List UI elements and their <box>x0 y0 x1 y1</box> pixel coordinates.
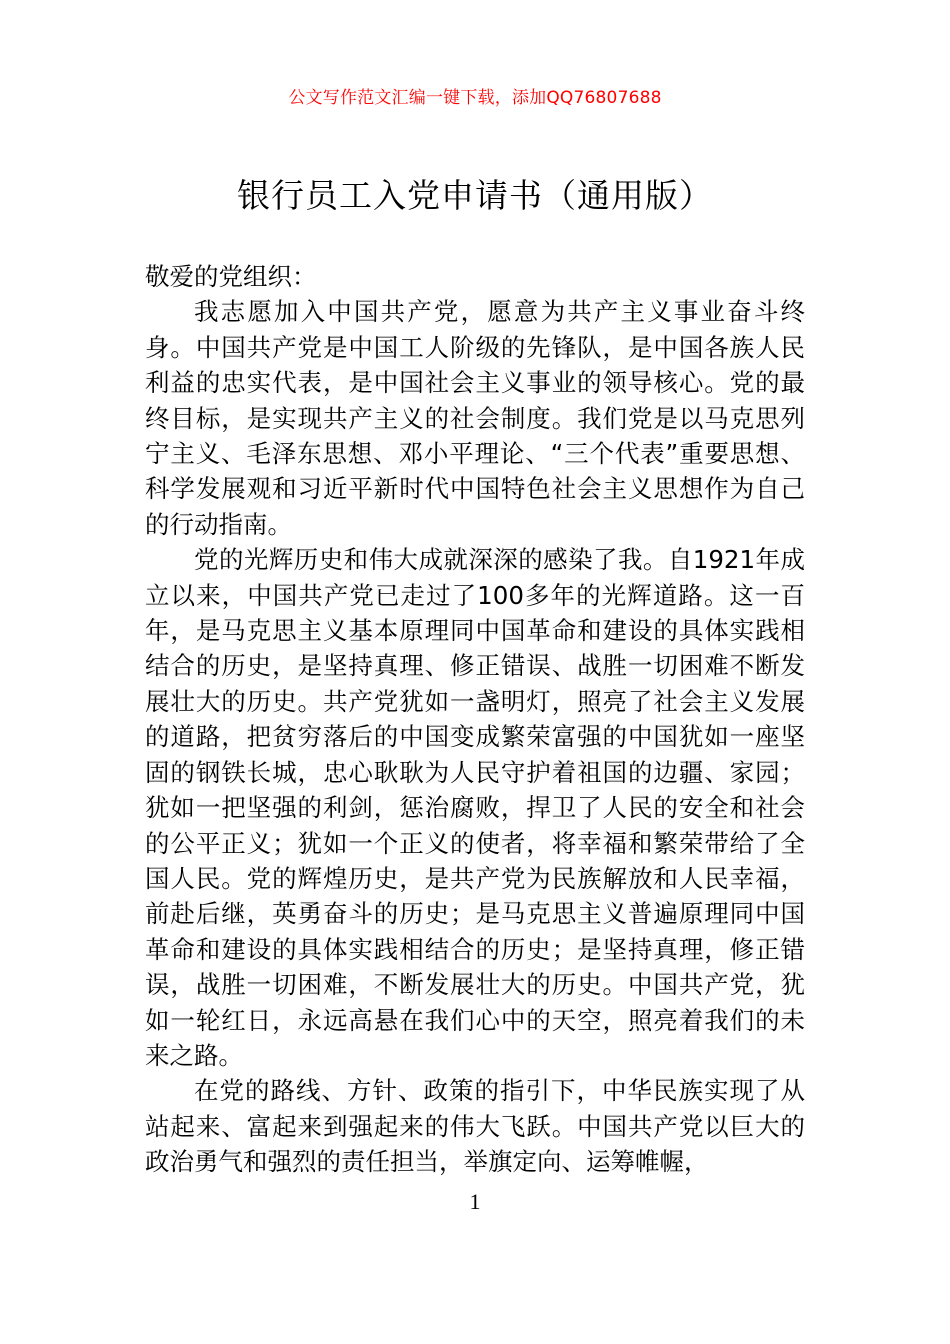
document-body <box>145 259 805 1180</box>
header-banner: 公文写作范文汇编一键下载，添加QQ76807688 <box>288 88 662 108</box>
page-number: 1 <box>469 1189 481 1214</box>
body-paragraph-3: 在党的路线、方针、政策的指引下，中华民族实现了从站起来、富起来到强起来的伟大飞跃。中国共产党以巨大的政治勇气和强烈的责任担当，举旗定向、运筹帷幄， <box>145 1076 805 1177</box>
page-title: 银行员工入党申请书（通用版） <box>237 176 713 215</box>
salutation: 敬爱的党组织： <box>145 262 317 291</box>
body-paragraph-1: 我志愿加入中国共产党，愿意为共产主义事业奋斗终身。中国共产党是中国工人阶级的先锋队，是中国各族人民利益的忠实代表，是中国社会主义事业的领导核心。党的最终目标，是实现共产主义的社会制度。我们党是以马克思列宁主义、毛泽东思想、邓小平理论、“三个代表”重要思想、科学发展观和习近平新时代中国特色社会主义思想作为自己的行动指南。 <box>145 297 805 539</box>
body-paragraph-2: 党的光辉历史和伟大成就深深的感染了我。自1921年成立以来，中国共产党已走过了100多年的光辉道路。这一百年，是马克思主义基本原理同中国革命和建设的具体实践相结合的历史，是坚持真理、修正错误、战胜一切困难不断发展壮大的历史。共产党犹如一盏明灯，照亮了社会主义发展的道路，把贫穷落后的中国变成繁荣富强的中国犹如一座坚固的钢铁长城，忠心耿耿为人民守护着祖国的边疆、家园；犹如一把坚强的利剑，惩治腐败，捍卫了人民的安全和社会的公平正义；犹如一个正义的使者，将幸福和繁荣带给了全国人民。党的辉煌历史，是共产党为民族解放和人民幸福，前赴后继，英勇奋斗的历史；是马克思主义普遍原理同中国革命和建设的具体实践相结合的历史；是坚持真理，修正错误，战胜一切困难，不断发展壮大的历史。中国共产党，犹如一轮红日，永远高悬在我们心中的天空，照亮着我们的未来之路。 <box>145 545 805 1070</box>
